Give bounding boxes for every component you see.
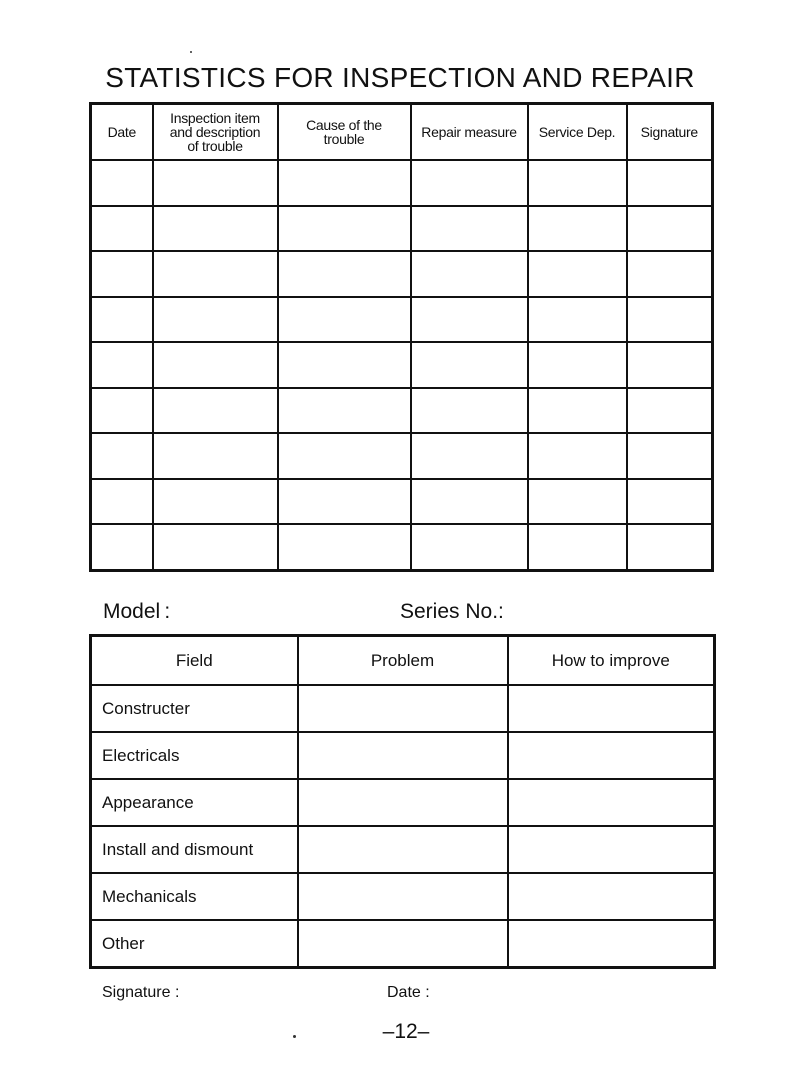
page-number: –12– xyxy=(382,1020,430,1043)
field-name-cell: Constructer xyxy=(91,685,298,732)
field-name-cell: Mechanicals xyxy=(91,873,298,920)
inspection-cell[interactable] xyxy=(627,251,713,297)
inspection-cell[interactable] xyxy=(278,251,411,297)
inspection-cell[interactable] xyxy=(528,433,627,479)
inspection-cell[interactable] xyxy=(627,342,713,388)
inspection-cell[interactable] xyxy=(411,160,528,206)
inspection-cell[interactable] xyxy=(278,433,411,479)
field-row xyxy=(91,685,715,732)
inspection-cell[interactable] xyxy=(278,479,411,525)
inspection-cell[interactable] xyxy=(153,342,278,388)
inspection-cell[interactable] xyxy=(91,251,153,297)
inspection-cell[interactable] xyxy=(153,206,278,252)
field-table-body xyxy=(91,685,715,968)
inspection-row xyxy=(91,524,713,570)
inspection-row xyxy=(91,479,713,525)
inspection-cell[interactable] xyxy=(153,388,278,434)
inspection-cell[interactable] xyxy=(91,297,153,343)
inspection-row xyxy=(91,160,713,206)
series-no-label: Series No.: xyxy=(400,600,504,623)
inspection-cell[interactable] xyxy=(528,251,627,297)
inspection-cell[interactable] xyxy=(278,524,411,570)
field-row xyxy=(91,920,715,968)
inspection-repair-table xyxy=(89,102,714,572)
inspection-cell[interactable] xyxy=(411,251,528,297)
inspection-cell[interactable] xyxy=(627,388,713,434)
inspection-cell[interactable] xyxy=(91,524,153,570)
header-how-to-improve: How to improve xyxy=(508,636,715,686)
inspection-cell[interactable] xyxy=(411,479,528,525)
field-row xyxy=(91,826,715,873)
field-row xyxy=(91,732,715,779)
inspection-row xyxy=(91,206,713,252)
inspection-cell[interactable] xyxy=(627,433,713,479)
date-label: Date : xyxy=(387,984,430,1001)
header-problem: Problem xyxy=(298,636,508,686)
field-name-cell: Appearance xyxy=(91,779,298,826)
header-repair-measure: Repair measure xyxy=(411,104,528,161)
field-name-cell: Other xyxy=(91,920,298,968)
inspection-cell[interactable] xyxy=(411,206,528,252)
inspection-cell[interactable] xyxy=(627,160,713,206)
inspection-header-row xyxy=(91,104,713,161)
inspection-row xyxy=(91,342,713,388)
problem-cell[interactable] xyxy=(298,873,508,920)
field-name-cell: Electricals xyxy=(91,732,298,779)
improve-cell[interactable] xyxy=(508,732,715,779)
inspection-cell[interactable] xyxy=(153,433,278,479)
inspection-cell[interactable] xyxy=(153,251,278,297)
inspection-cell[interactable] xyxy=(627,479,713,525)
inspection-cell[interactable] xyxy=(91,160,153,206)
problem-cell[interactable] xyxy=(298,826,508,873)
inspection-row xyxy=(91,388,713,434)
inspection-cell[interactable] xyxy=(411,297,528,343)
improve-cell[interactable] xyxy=(508,920,715,968)
inspection-cell[interactable] xyxy=(528,479,627,525)
inspection-cell[interactable] xyxy=(91,388,153,434)
inspection-cell[interactable] xyxy=(528,524,627,570)
inspection-row xyxy=(91,433,713,479)
inspection-cell[interactable] xyxy=(153,479,278,525)
inspection-cell[interactable] xyxy=(278,297,411,343)
page-title: STATISTICS FOR INSPECTION AND REPAIR xyxy=(105,62,695,93)
field-header-row xyxy=(91,636,715,686)
inspection-cell[interactable] xyxy=(411,388,528,434)
inspection-cell[interactable] xyxy=(528,297,627,343)
improve-cell[interactable] xyxy=(508,826,715,873)
header-date: Date xyxy=(91,104,153,161)
problem-cell[interactable] xyxy=(298,732,508,779)
model-label: Model : xyxy=(103,600,171,623)
field-name-cell: Install and dismount xyxy=(91,826,298,873)
header-cause: Cause of the trouble xyxy=(278,104,411,161)
inspection-cell[interactable] xyxy=(627,297,713,343)
inspection-cell[interactable] xyxy=(91,206,153,252)
inspection-cell[interactable] xyxy=(627,524,713,570)
inspection-cell[interactable] xyxy=(411,342,528,388)
inspection-cell[interactable] xyxy=(278,160,411,206)
inspection-cell[interactable] xyxy=(153,524,278,570)
inspection-cell[interactable] xyxy=(153,297,278,343)
header-service-dep: Service Dep. xyxy=(528,104,627,161)
header-field: Field xyxy=(91,636,298,686)
problem-cell[interactable] xyxy=(298,779,508,826)
scan-speck xyxy=(293,1035,296,1038)
inspection-cell[interactable] xyxy=(528,206,627,252)
inspection-cell[interactable] xyxy=(91,433,153,479)
inspection-row xyxy=(91,297,713,343)
inspection-cell[interactable] xyxy=(411,433,528,479)
improve-cell[interactable] xyxy=(508,685,715,732)
inspection-cell[interactable] xyxy=(411,524,528,570)
inspection-table-body xyxy=(91,160,713,570)
inspection-cell[interactable] xyxy=(153,160,278,206)
inspection-cell[interactable] xyxy=(627,206,713,252)
scan-speck xyxy=(190,51,192,53)
inspection-cell[interactable] xyxy=(278,388,411,434)
field-row xyxy=(91,873,715,920)
signature-label: Signature : xyxy=(102,984,180,1001)
field-row xyxy=(91,779,715,826)
header-signature: Signature xyxy=(627,104,713,161)
inspection-cell[interactable] xyxy=(278,342,411,388)
inspection-cell[interactable] xyxy=(278,206,411,252)
inspection-row xyxy=(91,251,713,297)
inspection-cell[interactable] xyxy=(91,342,153,388)
inspection-cell[interactable] xyxy=(91,479,153,525)
problem-cell[interactable] xyxy=(298,920,508,968)
inspection-cell[interactable] xyxy=(528,342,627,388)
header-inspection-item: Inspection item and description of trouble xyxy=(153,104,278,161)
field-problem-table xyxy=(89,634,716,969)
inspection-cell[interactable] xyxy=(528,160,627,206)
problem-cell[interactable] xyxy=(298,685,508,732)
inspection-cell[interactable] xyxy=(528,388,627,434)
improve-cell[interactable] xyxy=(508,779,715,826)
improve-cell[interactable] xyxy=(508,873,715,920)
